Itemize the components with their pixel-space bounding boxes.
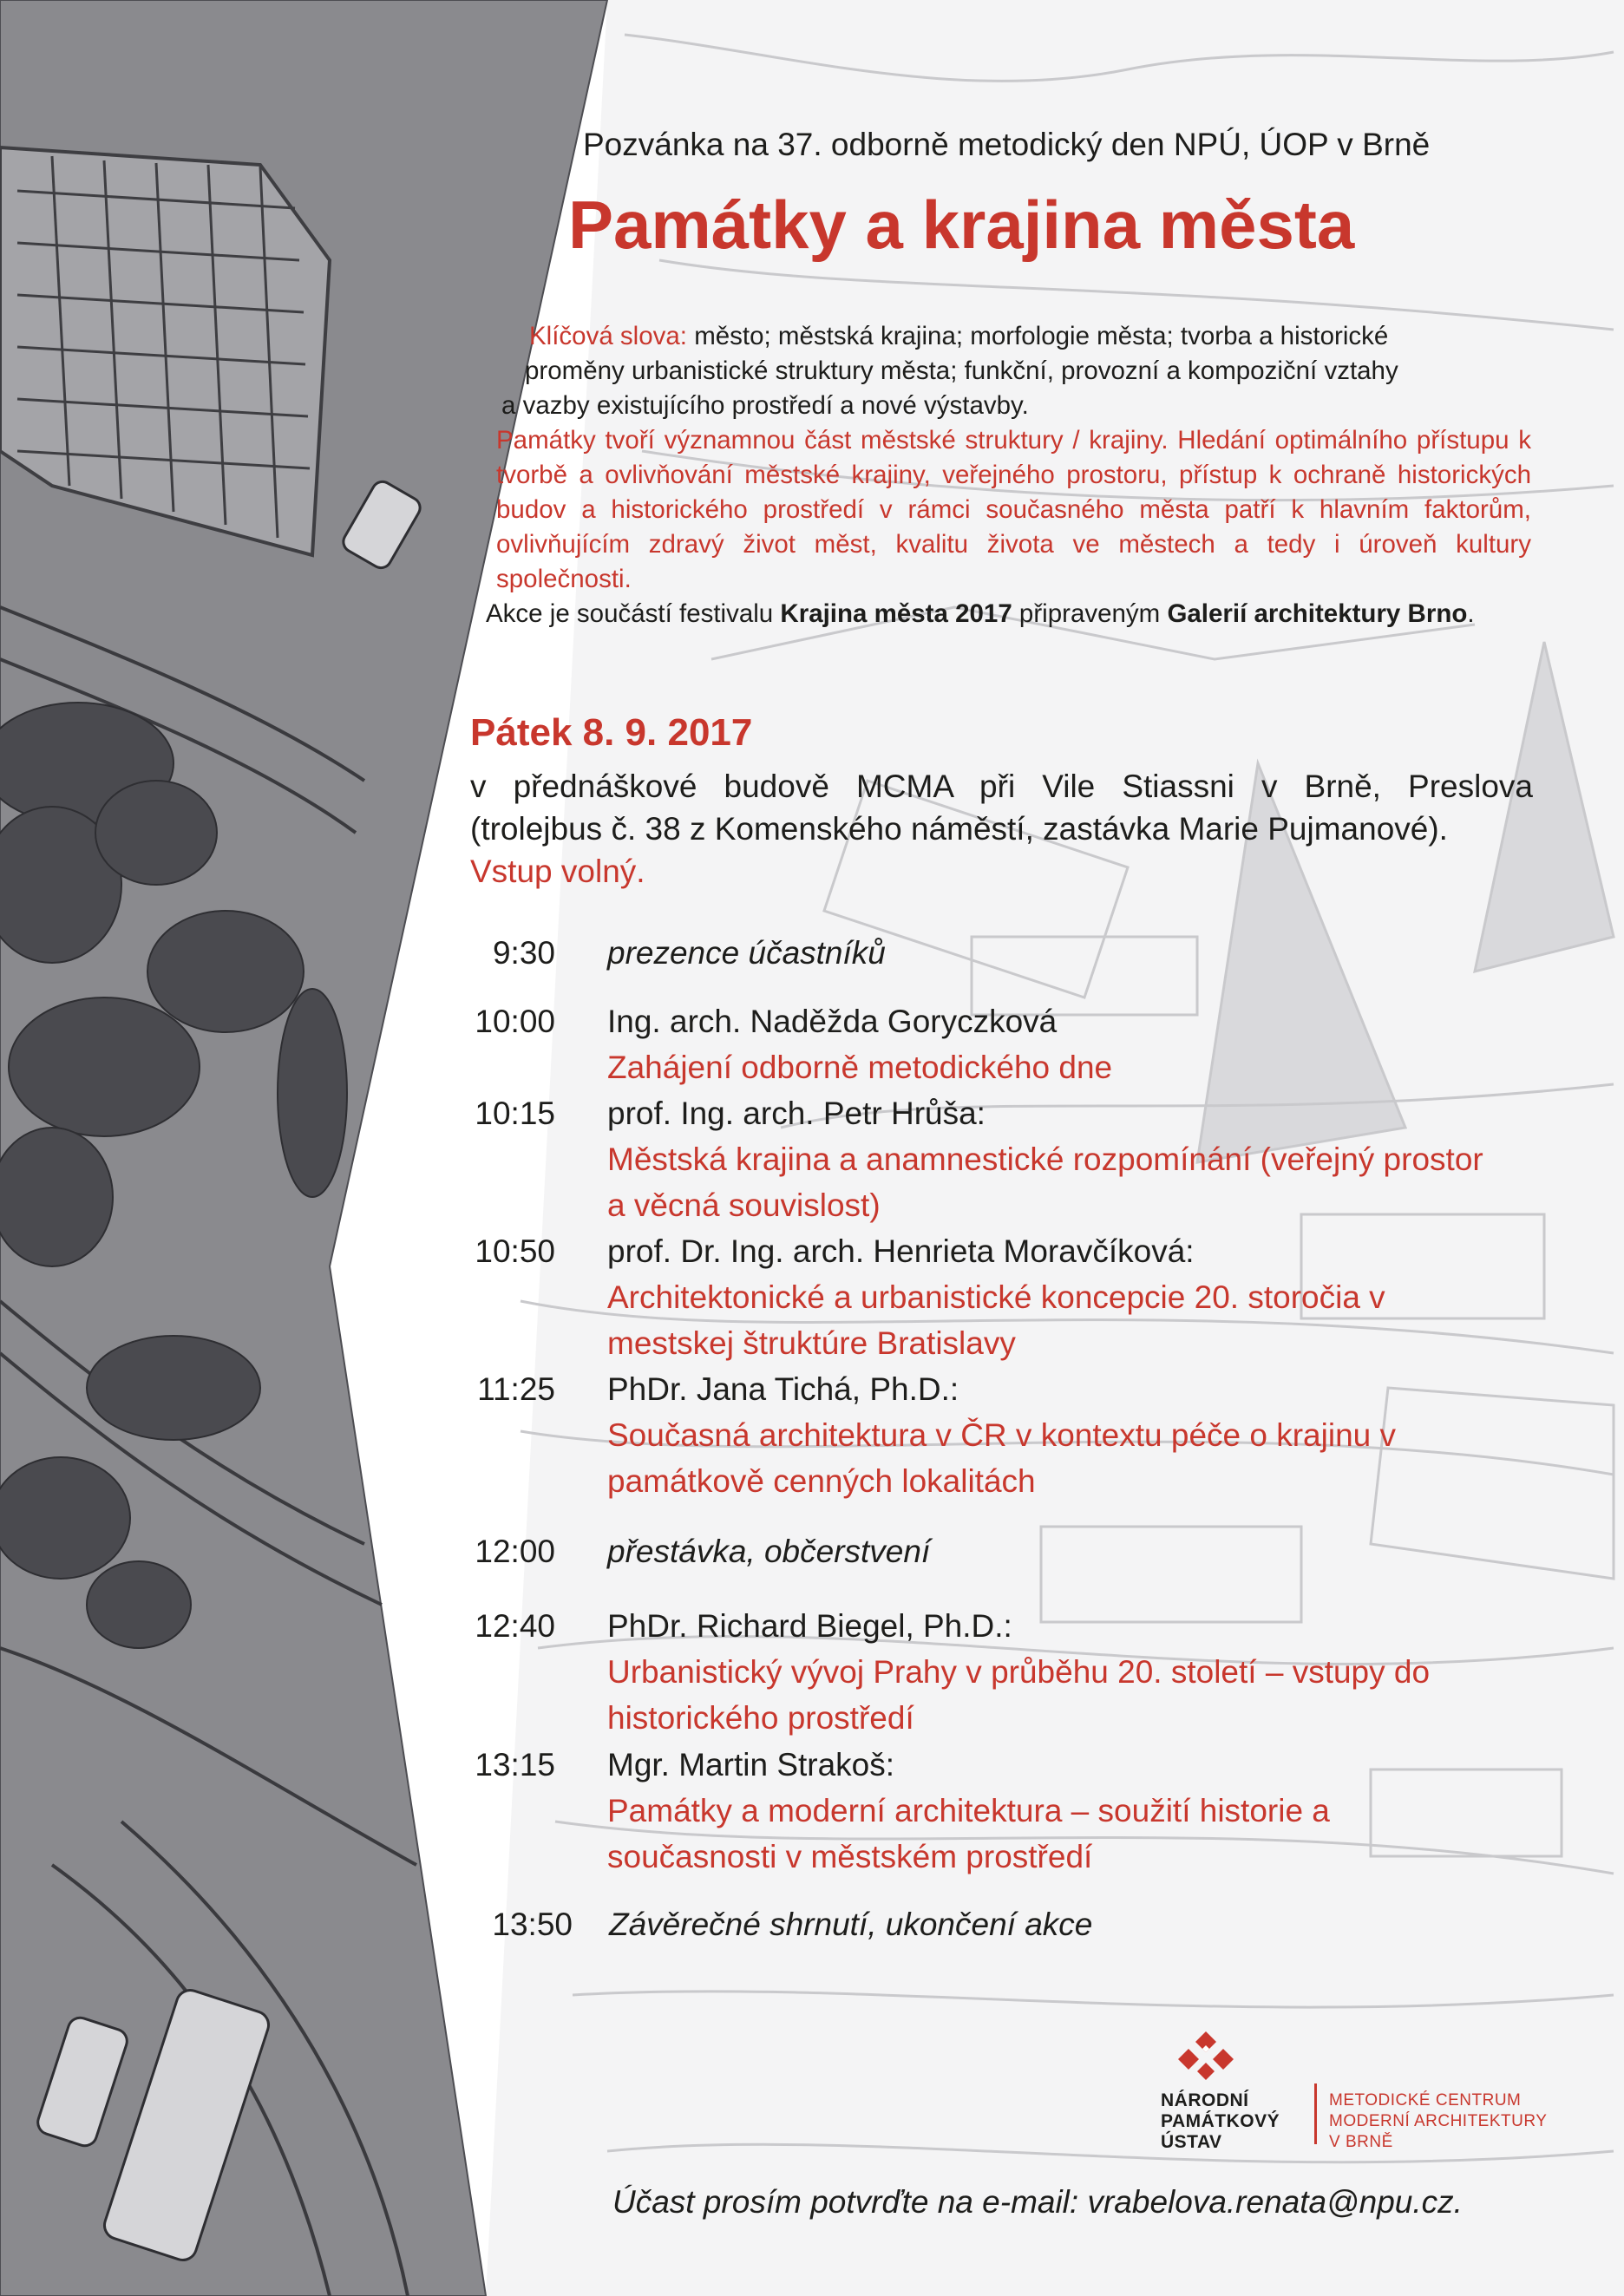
program-item — [468, 930, 1562, 982]
program-body — [607, 998, 1518, 1090]
program-body — [607, 1366, 1483, 1504]
npu-name-line-1: NÁRODNÍ — [1161, 2090, 1249, 2110]
program-time: 11:25 — [477, 1371, 555, 1407]
entry-note: Vstup volný. — [470, 854, 645, 889]
event-date: Pátek 8. 9. 2017 — [470, 711, 753, 754]
program-talk: Památky a moderní architektura – soužití historie a současnosti v městském prostředí — [607, 1793, 1330, 1874]
rsvp-footer: Účast prosím potvrďte na e-mail: vrabelova.renata@npu.cz. — [612, 2184, 1463, 2220]
program-body — [607, 1742, 1440, 1880]
mcma-logo-text — [1329, 2090, 1547, 2153]
npu-logo-text — [1161, 2090, 1280, 2153]
program-note: Závěrečné shrnutí, ukončení akce — [609, 1907, 1093, 1942]
invitation-subtitle: Pozvánka na 37. odborně metodický den NPÚ, ÚOP v Brně — [583, 127, 1431, 162]
program-talk: Zahájení odborně metodického dne — [607, 1050, 1113, 1085]
program-time: 13:15 — [475, 1747, 555, 1783]
program-time: 13:50 — [492, 1907, 573, 1942]
venue-line-2: (trolejbus č. 38 z Komenského náměstí, zastávka Marie Pujmanové). — [470, 811, 1448, 847]
program-time: 10:50 — [475, 1233, 555, 1269]
program-item — [486, 1901, 1579, 1953]
program-note: prezence účastníků — [607, 935, 886, 971]
festival-name: Krajina města 2017 — [780, 599, 1012, 628]
keywords-line-2: proměny urbanistické struktury města; funkční, provozní a kompoziční vztahy — [525, 357, 1398, 385]
mcma-name-line-2: MODERNÍ ARCHITEKTURY — [1329, 2112, 1548, 2130]
program-speaker: Mgr. Martin Strakoš: — [607, 1747, 895, 1783]
program-speaker: PhDr. Richard Biegel, Ph.D.: — [607, 1608, 1012, 1644]
program-body — [607, 1228, 1483, 1366]
venue-line-1: v přednáškové budově MCMA při Vile Stiassni v Brně, Preslova — [470, 769, 1533, 804]
program-body — [607, 1603, 1527, 1741]
program-item — [468, 1528, 1562, 1580]
program-speaker: prof. Ing. arch. Petr Hrůša: — [607, 1096, 986, 1131]
program-note: přestávka, občerstvení — [607, 1534, 931, 1569]
keywords-line — [486, 319, 1531, 354]
festival-end: . — [1467, 599, 1475, 628]
npu-logo-icon — [1171, 2030, 1241, 2083]
program-talk: Současná architektura v ČR v kontextu péče o krajinu v památkově cenných lokalitách — [607, 1417, 1397, 1499]
program-speaker: prof. Dr. Ing. arch. Henrieta Moravčíková: — [607, 1233, 1195, 1269]
program-talk: Architektonické a urbanistické koncepcie 20. storočia v mestskej štruktúre Bratislavy — [607, 1279, 1385, 1361]
keywords-label: Klíčová slova: — [529, 322, 687, 350]
program-time: 12:00 — [475, 1534, 555, 1569]
festival-pre: Akce je součástí festivalu — [486, 599, 781, 628]
npu-name-line-3: ÚSTAV — [1161, 2132, 1222, 2152]
program-time: 10:00 — [475, 1004, 555, 1039]
program-talk: Urbanistický vývoj Prahy v průběhu 20. století – vstupy do historického prostředí — [607, 1654, 1431, 1736]
program-speaker: Ing. arch. Naděžda Goryczková — [607, 1004, 1058, 1039]
program-time: 10:15 — [475, 1096, 555, 1131]
logo-divider — [1314, 2083, 1317, 2144]
mcma-name-line-1: METODICKÉ CENTRUM — [1329, 2091, 1522, 2110]
keywords-line-3: a vazby existujícího prostředí a nové výstavby. — [501, 391, 1029, 420]
intro-text — [486, 319, 1531, 631]
gallery-name: Galerií architektury Brno — [1167, 599, 1468, 628]
program-time: 9:30 — [492, 935, 555, 971]
keywords-text-1: město; městská krajina; morfologie města; tvorba a historické — [687, 322, 1389, 350]
program-body — [607, 1090, 1483, 1228]
event-venue — [470, 765, 1533, 893]
npu-name-line-2: PAMÁTKOVÝ — [1161, 2111, 1280, 2131]
festival-mid: připraveným — [1012, 599, 1168, 628]
program-time: 12:40 — [475, 1608, 555, 1644]
page-title: Památky a krajina města — [568, 186, 1355, 263]
program-speaker: PhDr. Jana Tichá, Ph.D.: — [607, 1371, 959, 1407]
mcma-name-line-3: V BRNĚ — [1329, 2133, 1393, 2151]
festival-line — [486, 597, 1531, 631]
intro-paragraph: Památky tvoří významnou část městské struktury / krajiny. Hledání optimálního přístupu k tvorbě a ovlivňování městské krajiny, veřejného prostoru, přístup k ochraně historických budov a historického prostředí v rámci současného města patří k hlavním faktorům, ovlivňujícím zdravý život měst, kvalitu života ve městech a tedy i úroveň kultury společnosti. — [496, 426, 1531, 593]
program-talk: Městská krajina a anamnestické rozpomínání (veřejný prostor a věcná souvislost) — [607, 1141, 1483, 1223]
